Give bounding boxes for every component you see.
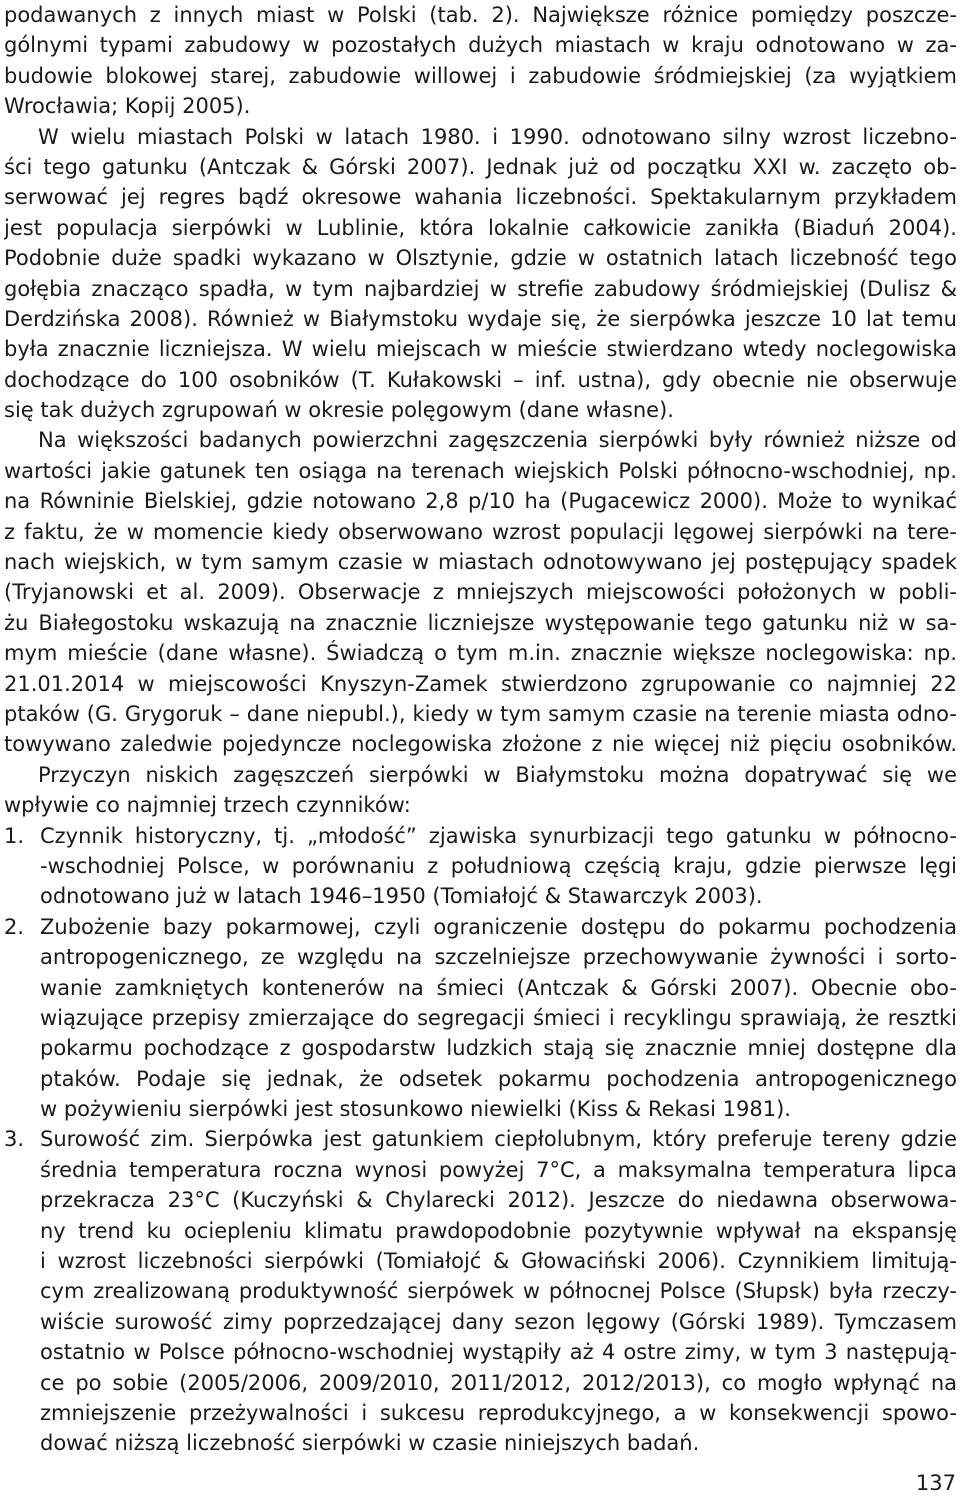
text-line [4,790,957,820]
text-line [4,1003,957,1033]
line-text: Surowość zim. Sierpówka jest gatunkiem ciepłolubnym, który preferuje tereny gdzie [40,1127,957,1152]
line-text: Zubożenie bazy pokarmowej, czyli ograniczenie dostępu do pokarmu pochodzenia [40,914,957,939]
line-text: żu Białegostoku wskazują na znacznie liczniejsze występowanie tego gatunku niż w sa- [4,610,957,635]
text-line [4,912,957,942]
line-text: ści tego gatunku (Antczak & Górski 2007). Jednak już od początku XXI w. zaczęto ob- [4,154,957,179]
line-text: podawanych z innych miast w Polski (tab. 2). Największe różnice pomiędzy poszcze- [4,3,957,27]
line-text: Przyczyn niskich zagęszczeń sierpówki w Białymstoku można dopatrywać się we [38,762,957,787]
text-line [4,182,957,212]
line-text: Czynnik historyczny, tj. „młodość” zjawiska synurbizacji tego gatunku w północno- [40,823,957,848]
page-number: 137 [915,1471,956,1495]
list-number: 1. [4,823,25,848]
text-line [4,1276,957,1306]
text-line [4,395,957,425]
list-number: 3. [4,1127,25,1152]
text-line [4,30,957,60]
line-text: ostatnio w Polsce północno-wschodniej wystąpiły aż 4 ostre zimy, w tym 3 następują- [40,1340,957,1365]
text-line [4,425,957,455]
text-line [4,0,957,30]
text-line [4,243,957,273]
text-line [4,1064,957,1094]
text-line [4,1155,957,1185]
line-text: pokarmu pochodzące z gospodarstw ludzkich stają się znacznie mniej dostępne dla [40,1036,957,1061]
line-text: ce po sobie (2005/2006, 2009/2010, 2011/2012, 2012/2013), co mogło wpłynąć na [40,1370,957,1395]
text-line [4,334,957,364]
line-text: dować niższą liczebność sierpówki w czasie niniejszych badań. [40,1431,700,1456]
text-line [4,881,957,911]
line-text: wpływie co najmniej trzech czynników: [4,793,411,818]
line-text: ptaków. Podaje się jednak, że odsetek pokarmu pochodzenia antropogenicznego [40,1066,957,1091]
line-text: wiście surowość zimy poprzedzającej dany sezon lęgowy (Górski 1989). Tymczasem [40,1309,957,1334]
line-text: się tak dużych zgrupowań w okresie polęgowym (dane własne). [4,398,674,423]
text-line [4,1185,957,1215]
text-line [4,1216,957,1246]
list-number: 2. [4,914,25,939]
line-text: na Równinie Bielskiej, gdzie notowano 2,8 p/10 ha (Pugacewicz 2000). Może to wynikać [4,489,957,514]
line-text: nach wiejskich, w tym samym czasie w miastach odnotowywano jej postępujący spadek [4,550,957,575]
line-text: Derdzińska 2008). Również w Białymstoku wydaje się, że sierpówka jeszcze 10 lat temu [4,306,957,331]
line-text: gołębia znacząco spadła, w tym najbardziej w strefie zabudowy śródmiejskiej (Dulisz & [4,276,957,301]
text-line [4,517,957,547]
text-line [4,669,957,699]
text-line [4,1368,957,1398]
text-line [4,608,957,638]
line-text: była znacznie liczniejsza. W wielu miejscach w mieście stwierdzano wtedy noclegowiska [4,337,957,362]
line-text: -wschodniej Polsce, w porównaniu z południową częścią kraju, gdzie pierwsze lęgi [40,853,957,878]
line-text: średnia temperatura roczna wynosi powyżej 7°C, a maksymalna temperatura lipca [40,1157,957,1182]
text-line [4,760,957,790]
line-text: ny trend ku ociepleniu klimatu prawdopodobnie pozytywnie wpływał na ekspansję [40,1218,957,1243]
line-text: (Tryjanowski et al. 2009). Obserwacje z mniejszych miejscowości położonych w pobli- [4,580,957,605]
page-body [4,0,957,1459]
line-text: serwować jej regres bądź okresowe wahania liczebności. Spektakularnym przykładem [4,185,957,210]
line-text: jest populacja sierpówki w Lublinie, która lokalnie całkowicie zanikła (Biaduń 2004). [4,215,957,240]
text-line [4,1124,957,1154]
text-line [4,1307,957,1337]
text-line [4,213,957,243]
line-text: wanie zamkniętych kontenerów na śmieci (Antczak & Górski 2007). Obecnie obo- [40,975,957,1000]
line-text: Wrocławia; Kopij 2005). [4,94,251,119]
line-text: Na większości badanych powierzchni zagęszczenia sierpówki były również niższe od [38,428,957,453]
text-line [4,122,957,152]
line-text: z faktu, że w momencie kiedy obserwowano wzrost populacji lęgowej sierpówki na tere- [4,519,957,544]
text-line [4,729,957,759]
line-text: cym zrealizowaną produktywność sierpówek w północnej Polsce (Słupsk) była rzeczy- [40,1279,957,1304]
text-line [4,61,957,91]
text-line [4,942,957,972]
line-text: 21.01.2014 w miejscowości Knyszyn-Zamek stwierdzono zgrupowanie co najmniej 22 [4,671,957,696]
line-text: W wielu miastach Polski w latach 1980. i 1990. odnotowano silny wzrost liczebno- [38,124,957,149]
text-line [4,1337,957,1367]
text-line [4,152,957,182]
line-text: dochodzące do 100 osobników (T. Kułakowski – inf. ustna), gdy obecnie nie obserwuje [4,367,957,392]
text-line [4,274,957,304]
line-text: antropogenicznego, ze względu na szczelniejsze przechowywanie żywności i sorto- [40,945,957,970]
text-line [4,365,957,395]
text-line [4,699,957,729]
text-line [4,851,957,881]
text-line [4,91,957,121]
text-line [4,1398,957,1428]
text-line [4,577,957,607]
line-text: mym mieście (dane własne). Świadczą o tym m.in. znacznie większe noclegowiska: np. [4,641,957,666]
line-text: ptaków (G. Grygoruk – dane niepubl.), kiedy w tym samym czasie na terenie miasta odno- [4,701,957,726]
line-text: wiązujące przepisy zmierzające do segregacji śmieci i recyklingu sprawiają, że resztki [40,1005,957,1030]
text-line [4,1246,957,1276]
text-line [4,456,957,486]
text-line [4,638,957,668]
text-line [4,1033,957,1063]
line-text: odnotowano już w latach 1946–1950 (Tomiałojć & Stawarczyk 2003). [40,884,763,909]
line-text: przekracza 23°C (Kuczyński & Chylarecki 2012). Jeszcze do niedawna obserwowa- [40,1188,957,1213]
text-line [4,821,957,851]
text-line [4,973,957,1003]
line-text: budowie blokowej starej, zabudowie willowej i zabudowie śródmiejskiej (za wyjątkiem [4,63,957,88]
line-text: gólnymi typami zabudowy w pozostałych dużych miastach w kraju odnotowano w za- [4,33,957,58]
line-text: zmniejszenie przeżywalności i sukcesu reprodukcyjnego, a w konsekwencji spowo- [40,1400,957,1425]
line-text: w pożywieniu sierpówki jest stosunkowo niewielki (Kiss & Rekasi 1981). [40,1097,791,1122]
line-text: towywano zaledwie pojedyncze noclegowiska złożone z nie więcej niż pięciu osobników. [4,732,957,757]
text-line [4,547,957,577]
line-text: Podobnie duże spadki wykazano w Olsztynie, gdzie w ostatnich latach liczebność tego [4,246,957,271]
text-line [4,1094,957,1124]
text-line [4,1428,957,1458]
line-text: wartości jakie gatunek ten osiąga na terenach wiejskich Polski północno-wschodniej, np. [4,458,957,483]
text-line [4,486,957,516]
text-line [4,304,957,334]
line-text: i wzrost liczebności sierpówki (Tomiałojć & Głowaciński 2006). Czynnikiem limitują- [40,1249,957,1274]
